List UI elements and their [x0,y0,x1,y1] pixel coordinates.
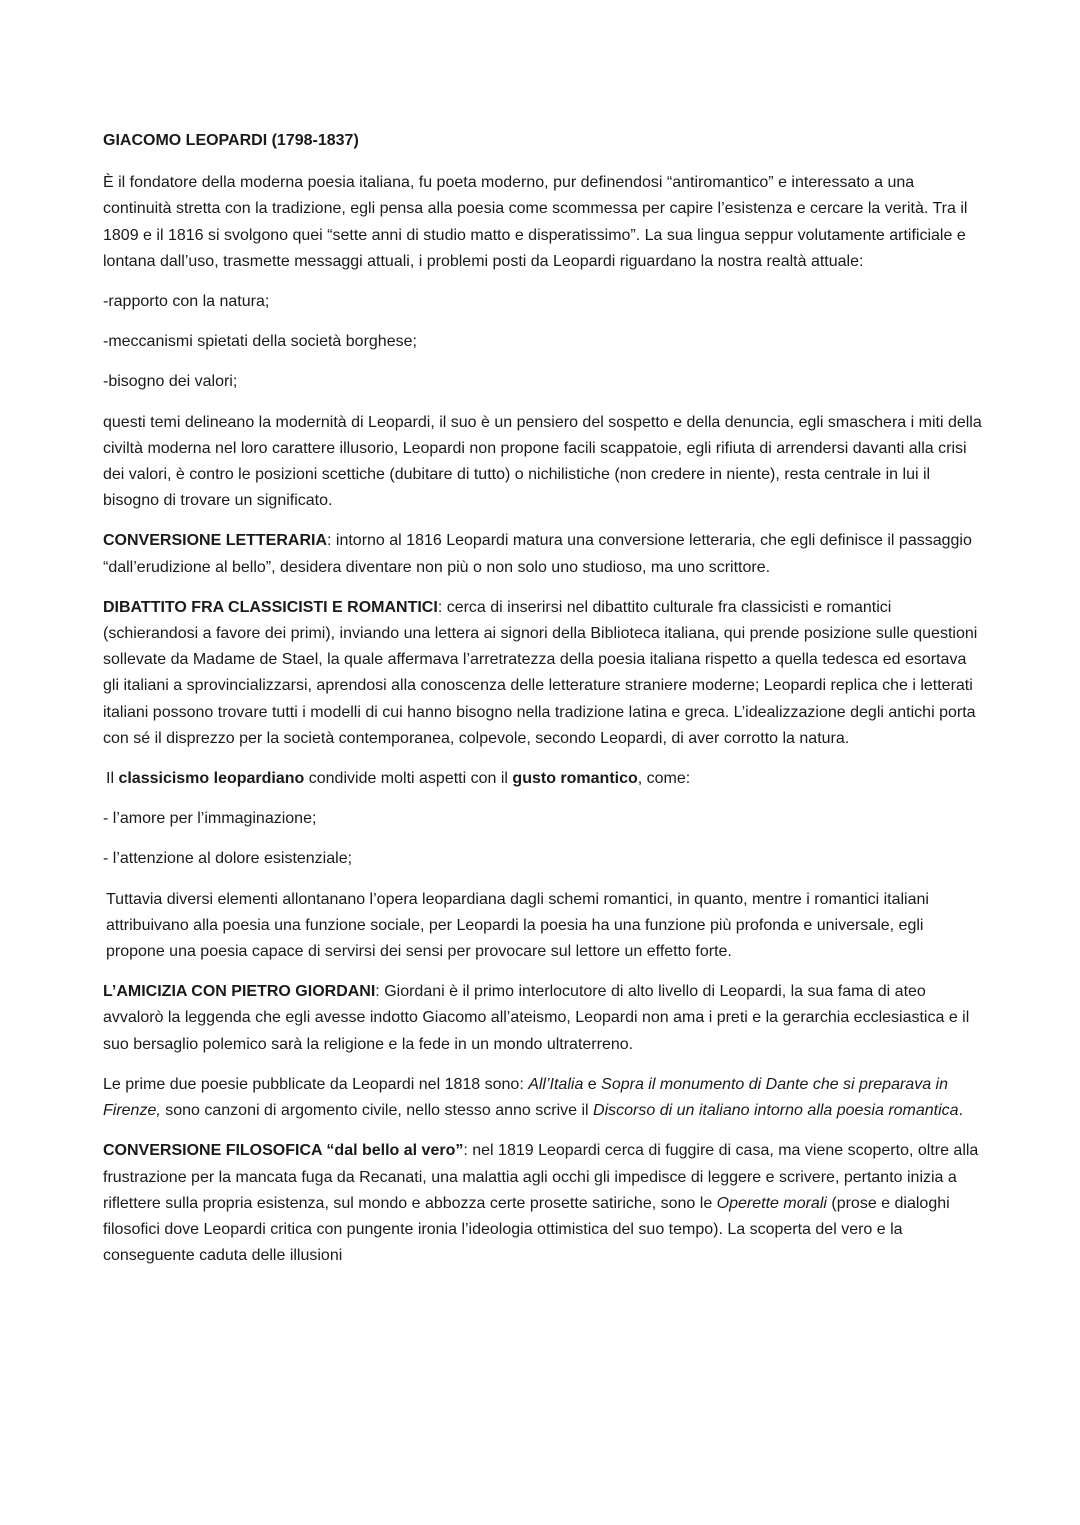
section-text: : cerca di inserirsi nel dibattito culturale fra classicisti e romantici (schierandosi a favore dei primi), inviando una lettera ai signori della Biblioteca italiana, qui prende posizione sulle questioni sollevate da Madame de Stael, la quale affermava l’arretratezza della poesia italiana rispetto a quella tedesca ed esortava gli italiani a sprovincializzarsi, aprendosi alla conoscenza delle letterature straniere moderne; Leopardi replica che i letterati italiani possono trovare tutti i modelli di cui hanno bisogno nella tradizione latina e greca. L’idealizzazione degli antichi porta con sé il disprezzo per la società contemporanea, colpevole, secondo Leopardi, di aver corrotto la natura. [103,598,978,747]
classicismo-paragraph [103,766,983,792]
tuttavia-paragraph: Tuttavia diversi elementi allontanano l’opera leopardiana dagli schemi romantici, in quanto, mentre i romantici italiani attribuivano alla poesia una funzione sociale, per Leopardi la poesia ha una funzione più profonda e universale, egli propone una poesia capace di servirsi dei sensi per provocare sul lettore un effetto forte. [106,890,929,961]
bold-term: classicismo leopardiano [118,770,305,788]
document-title: GIACOMO LEOPARDI (1798-1837) [103,132,359,149]
document-page [103,128,983,1283]
list-item: - l’amore per l’immaginazione; [103,810,317,828]
section-heading: DIBATTITO FRA CLASSICISTI E ROMANTICI [103,598,438,616]
dibattito-paragraph [103,595,983,752]
list-item: -bisogno dei valori; [103,373,238,391]
section-text: : intorno al 1816 Leopardi matura una conversione letteraria, che egli definisce il passaggio “dall’erudizione al bello”, desidera diventare non più o non solo uno studioso, ma uno scrittore. [103,532,972,576]
section-heading: CONVERSIONE LETTERARIA [103,532,328,550]
conversione-letteraria-paragraph [103,528,983,580]
text-fragment: sono canzoni di argomento civile, nello stesso anno scrive il [160,1102,594,1120]
text-fragment: e [583,1075,602,1093]
text-fragment: . [958,1102,964,1120]
italic-title: All’Italia [528,1075,584,1093]
list-item: - l’attenzione al dolore esistenziale; [103,850,353,868]
italic-title: Discorso di un italiano intorno alla poesia romantica [593,1102,959,1120]
text-fragment: Le prime due poesie pubblicate da Leopardi nel 1818 sono: [103,1075,529,1093]
list-item: -meccanismi spietati della società borghese; [103,333,417,351]
text-fragment: : nel 1819 Leopardi cerca di fuggire di casa, ma viene scoperto, oltre alla frustrazione per la mancata fuga da Recanati, una malattia agli occhi gli impedisce di leggere e scrivere, pertanto inizia a riflettere sulla propria esistenza, sul mondo e abbozza certe prosette satiriche, sono le [103,1142,979,1212]
prime-poesie-paragraph [103,1072,983,1124]
conversione-filosofica-paragraph [103,1138,983,1269]
bold-term: gusto romantico [512,770,638,788]
section-heading: CONVERSIONE FILOSOFICA “dal bello al vero” [103,1142,464,1160]
section-text: : Giordani è il primo interlocutore di alto livello di Leopardi, la sua fama di ateo avvalorò la leggenda che egli avesse indotto Giacomo all’ateismo, Leopardi non ama i preti e la gerarchia ecclesiastica e il suo bersaglio polemico sarà la religione e la fede in un mondo ultraterreno. [103,983,970,1053]
text-fragment: condivide molti aspetti con il [304,770,513,788]
modernity-paragraph: questi temi delineano la modernità di Leopardi, il suo è un pensiero del sospetto e della denuncia, egli smaschera i miti della civiltà moderna nel loro carattere illusorio, Leopardi non propone facili scappatoie, egli rifiuta di arrendersi davanti alla crisi dei valori, è contro le posizioni scettiche (dubitare di tutto) o nichilistiche (non credere in niente), resta centrale in lui il bisogno di trovare un significato. [103,413,982,510]
text-fragment: (prose e dialoghi filosofici dove Leopardi critica con pungente ironia l’ideologia ottimistica del suo tempo). La scoperta del vero e la conseguente caduta delle illusioni [103,1194,950,1265]
amicizia-paragraph [103,979,983,1058]
section-heading: L’AMICIZIA CON PIETRO GIORDANI [103,983,376,1001]
text-fragment: Il [106,770,119,788]
italic-title: Operette morali [716,1194,827,1212]
list-item: -rapporto con la natura; [103,293,270,311]
italic-title: Sopra il monumento di Dante che si preparava in Firenze, [103,1075,948,1120]
text-fragment: , come: [637,770,691,788]
intro-paragraph: È il fondatore della moderna poesia italiana, fu poeta moderno, pur definendosi “antiromantico” e interessato a una continuità stretta con la tradizione, egli pensa alla poesia come scommessa per capire l’esistenza e cercare la verità. Tra il 1809 e il 1816 si svolgono quei “sette anni di studio matto e disperatissimo”. La sua lingua seppur volutamente artificiale e lontana dall’uso, trasmette messaggi attuali, i problemi posti da Leopardi riguardano la nostra realtà attuale: [103,174,968,270]
